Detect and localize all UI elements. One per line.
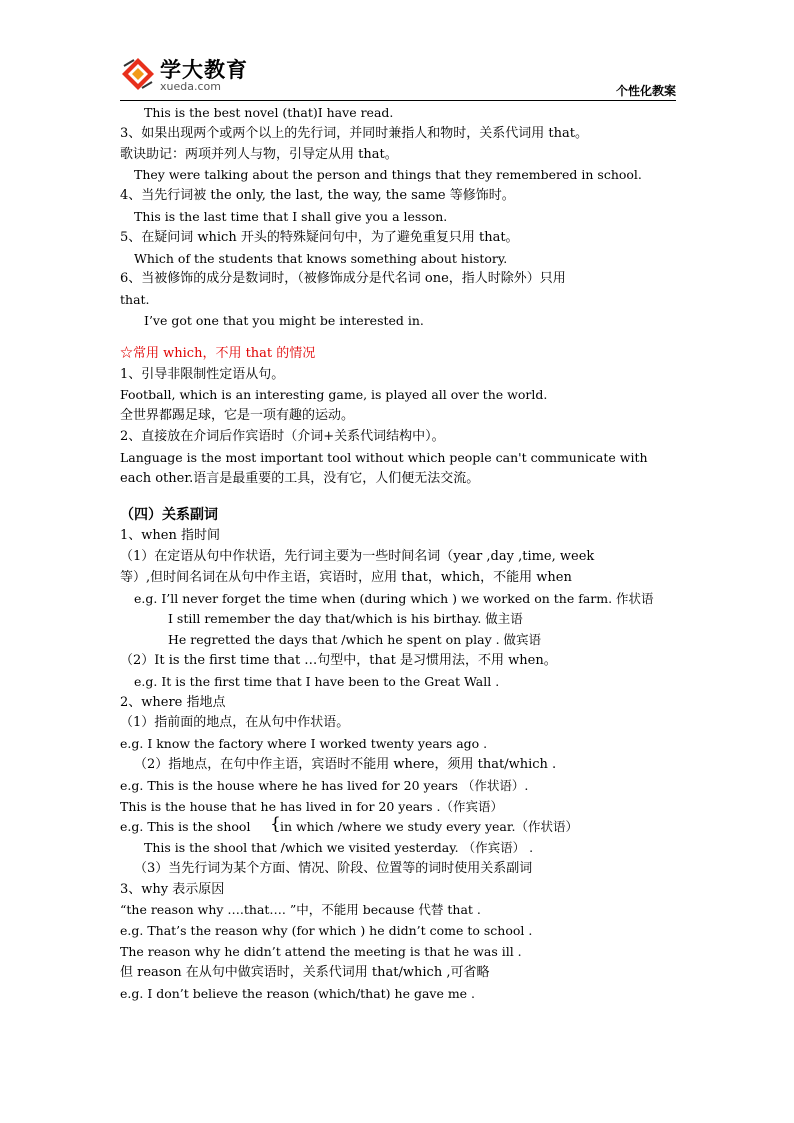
- rule-line-continued: that.: [120, 292, 150, 308]
- brace-glyph: {: [270, 814, 281, 835]
- rule-line: 5、在疑问词 which 开头的特殊疑问句中，为了避免重复只用 that。: [120, 229, 519, 245]
- rule-line: 2、直接放在介词后作宾语时（介词+关系代词结构中）。: [120, 428, 445, 444]
- rule-line: （1）在定语从句中作状语，先行词主要为一些时间名词（year ,day ,time, week: [120, 548, 595, 564]
- example-line: e.g. This is the house where he has lived for 20 years （作状语）.: [120, 777, 529, 793]
- xueda-logo-icon: [120, 56, 156, 92]
- translation-line: each other.语言是最重要的工具，没有它，人们便无法交流。: [120, 470, 480, 486]
- example-line: e.g. I don’t believe the reason (which/that) he gave me .: [120, 985, 476, 1001]
- example-line: e.g. That’s the reason why (for which ) he didn’t come to school .: [120, 923, 533, 939]
- logo-url: xueda.com: [160, 80, 221, 93]
- rule-line: （3）当先行词为某个方面、情况、阶段、位置等的词时使用关系副词: [134, 860, 533, 876]
- example-line: I’ve got one that you might be interested in.: [144, 312, 424, 328]
- example-line: Which of the students that knows something about history.: [134, 250, 508, 266]
- example-line: Football, which is an interesting game, is played all over the world.: [120, 387, 548, 403]
- rule-line: 1、引导非限制性定语从句。: [120, 366, 285, 382]
- page-header: [120, 54, 676, 101]
- rule-line: 但 reason 在从句中做宾语时，关系代词用 that/which ,可省略: [120, 964, 490, 980]
- logo-text: 学大教育: [160, 58, 248, 82]
- subsection-heading: 2、where 指地点: [120, 694, 226, 710]
- example-line: The reason why he didn’t attend the meeting is that he was ill .: [120, 944, 522, 960]
- example-line: e.g. It is the first time that I have been to the Great Wall .: [134, 673, 500, 689]
- rule-line: “the reason why ….that…. ”中，不能用 because 代替 that .: [120, 902, 481, 918]
- example-start: e.g. This is the shool: [120, 819, 251, 835]
- example-line: e.g. I know the factory where I worked twenty years ago .: [120, 736, 488, 752]
- example-line: Language is the most important tool without which people can't communicate with: [120, 449, 648, 465]
- example-line: This is the best novel (that)I have read.: [144, 105, 394, 120]
- rule-line: （2）It is the first time that …句型中，that 是习惯用法，不用 when。: [120, 652, 557, 668]
- mnemonic-line: 歌诀助记：两项并列人与物，引导定从用 that。: [120, 146, 398, 162]
- example-line: This is the last time that I shall give you a lesson.: [134, 208, 448, 224]
- example-line: They were talking about the person and things that they remembered in school.: [134, 167, 642, 183]
- example-line: He regretted the days that /which he spent on play . 做宾语: [168, 632, 542, 648]
- example-line: [120, 814, 676, 838]
- example-end: in which /where we study every year.（作状语）: [280, 819, 578, 835]
- example-line: This is the shool that /which we visited yesterday. （作宾语） .: [144, 840, 534, 856]
- translation-line: 全世界都踢足球，它是一项有趣的运动。: [120, 408, 355, 424]
- rule-line: 4、当先行词被 the only, the last, the way, the same 等修饰时。: [120, 188, 515, 204]
- section-note-heading: ☆常用 which，不用 that 的情况: [120, 345, 316, 361]
- section-heading: （四）关系副词: [120, 507, 218, 524]
- example-line: I still remember the day that/which is his birthay. 做主语: [168, 611, 523, 627]
- rule-line: 3、如果出现两个或两个以上的先行词，并同时兼指人和物时，关系代词用 that。: [120, 125, 588, 141]
- example-line: This is the house that he has lived in for 20 years .（作宾语）: [120, 798, 504, 814]
- rule-line: 6、当被修饰的成分是数词时，（被修饰成分是代名词 one，指人时除外）只用: [120, 271, 566, 287]
- example-line: e.g. I’ll never forget the time when (during which ) we worked on the farm. 作状语: [134, 590, 654, 606]
- rule-line: 等）,但时间名词在从句中作主语，宾语时，应用 that，which，不能用 when: [120, 569, 572, 585]
- rule-line: （1）指前面的地点，在从句中作状语。: [120, 715, 350, 731]
- rule-line: （2）指地点，在句中作主语，宾语时不能用 where，须用 that/which .: [134, 756, 557, 772]
- header-title: 个性化教案: [615, 84, 676, 98]
- subsection-heading: 3、why 表示原因: [120, 881, 225, 897]
- document-body: [120, 103, 676, 1004]
- subsection-heading: 1、when 指时间: [120, 528, 220, 544]
